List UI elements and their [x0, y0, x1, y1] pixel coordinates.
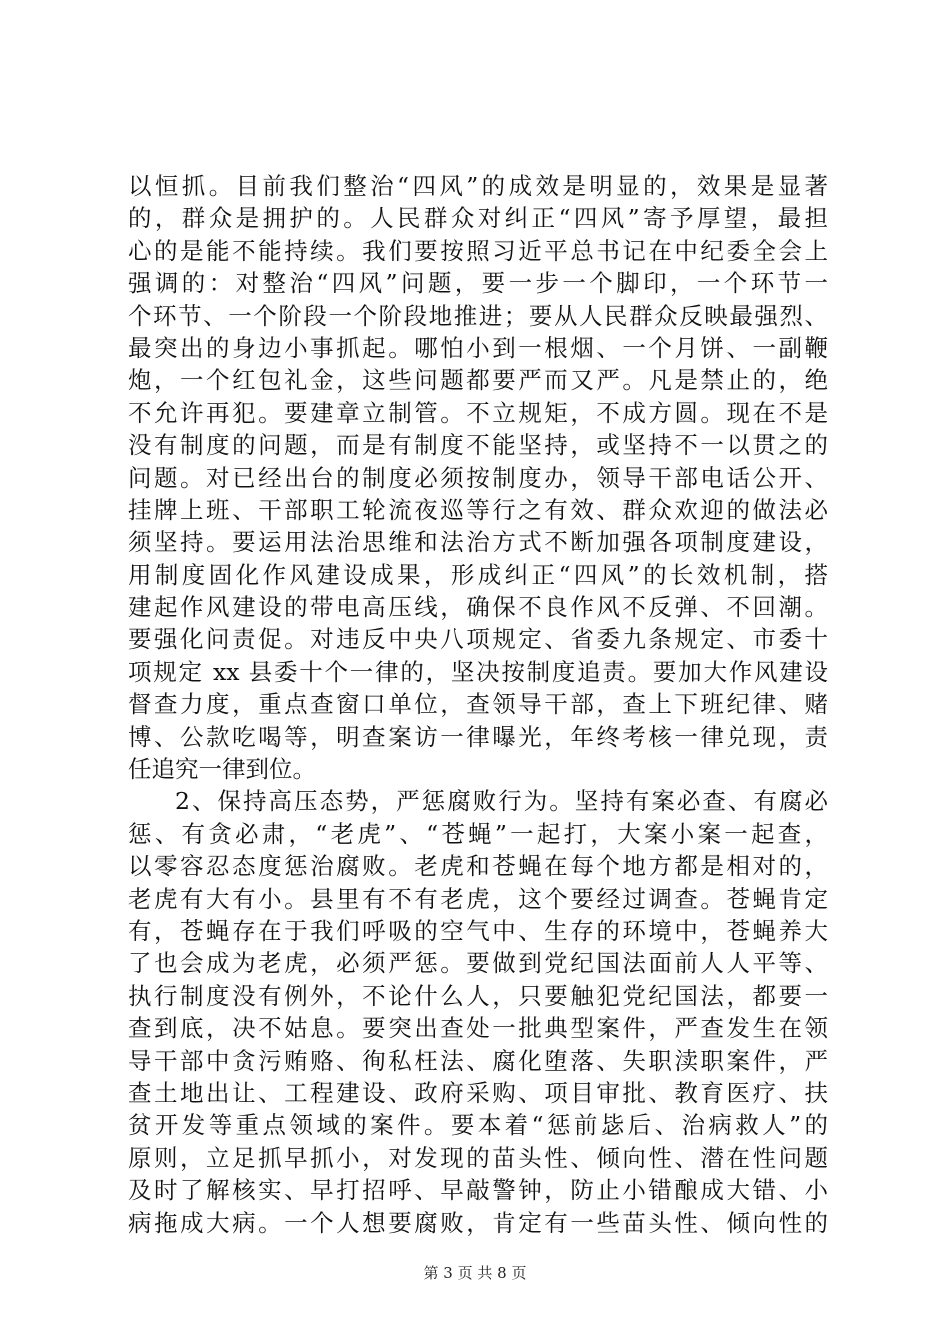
- text-line: 建起作风建设的带电高压线，确保不良作风不反弹、不回潮。: [128, 593, 828, 622]
- text-line: 不允许再犯。要建章立制管。不立规矩，不成方圆。现在不是: [128, 398, 828, 427]
- text-line: 督查力度，重点查窗口单位，查领导干部，查上下班纪律、赌: [128, 690, 828, 719]
- text-line: 贫开发等重点领域的案件。要本着“惩前毖后、治病救人”的: [128, 1111, 828, 1140]
- text-line: 有，苍蝇存在于我们呼吸的空气中、生存的环境中，苍蝇养大: [128, 916, 828, 945]
- paragraph: [128, 785, 828, 1238]
- text-line: 须坚持。要运用法治思维和法治方式不断加强各项制度建设，: [128, 528, 828, 557]
- page-footer: 第 3 页 共 8 页: [423, 1264, 527, 1282]
- text-line: 2、保持高压态势，严惩腐败行为。坚持有案必查、有腐必: [175, 787, 828, 816]
- text-line: 以零容忍态度惩治腐败。老虎和苍蝇在每个地方都是相对的，: [128, 852, 828, 881]
- text-line: 及时了解核实、早打招呼、早敲警钟，防止小错酿成大错、小: [128, 1176, 828, 1205]
- text-line: 用制度固化作风建设成果，形成纠正“四风”的长效机制，搭: [128, 560, 828, 589]
- text-line: 查到底，决不姑息。要突出查处一批典型案件，严查发生在领: [128, 1014, 828, 1043]
- text-line: 问题。对已经出台的制度必须按制度办，领导干部电话公开、: [128, 463, 828, 492]
- text-line: 原则，立足抓早抓小，对发现的苗头性、倾向性、潜在性问题: [128, 1143, 828, 1172]
- document-body: [128, 170, 828, 1239]
- text-line: 要强化问责促。对违反中央八项规定、省委九条规定、市委十: [128, 625, 828, 654]
- text-line: 查土地出让、工程建设、政府采购、项目审批、教育医疗、扶: [128, 1078, 828, 1107]
- text-line: 的，群众是拥护的。人民群众对纠正“四风”寄予厚望，最担: [128, 204, 828, 233]
- text-line: 导干部中贪污贿赂、徇私枉法、腐化堕落、失职渎职案件，严: [128, 1046, 828, 1075]
- text-line: 执行制度没有例外，不论什么人，只要触犯党纪国法，都要一: [128, 981, 828, 1010]
- text-line: 病拖成大病。一个人想要腐败，肯定有一些苗头性、倾向性的: [128, 1208, 828, 1237]
- text-line: 最突出的身边小事抓起。哪怕小到一根烟、一个月饼、一副鞭: [128, 333, 828, 362]
- text-line: 了也会成为老虎，必须严惩。要做到党纪国法面前人人平等、: [128, 949, 828, 978]
- text-line: 心的是能不能持续。我们要按照习近平总书记在中纪委全会上: [128, 236, 828, 265]
- text-line: 个环节、一个阶段一个阶段地推进；要从人民群众反映最强烈、: [128, 301, 828, 330]
- text-line: 项规定 xx 县委十个一律的，坚决按制度追责。要加大作风建设: [128, 657, 828, 686]
- text-line: 炮，一个红包礼金，这些问题都要严而又严。凡是禁止的，绝: [128, 366, 828, 395]
- text-line: 任追究一律到位。: [128, 755, 316, 784]
- text-line: 挂牌上班、干部职工轮流夜巡等行之有效、群众欢迎的做法必: [128, 495, 828, 524]
- text-line: 没有制度的问题，而是有制度不能坚持，或坚持不一以贯之的: [128, 431, 828, 460]
- paragraph: [128, 170, 828, 785]
- text-line: 老虎有大有小。县里有不有老虎，这个要经过调查。苍蝇肯定: [128, 884, 828, 913]
- text-line: 强调的：对整治“四风”问题，要一步一个脚印，一个环节一: [128, 269, 828, 298]
- text-line: 博、公款吃喝等，明查案访一律曝光，年终考核一律兑现，责: [128, 722, 828, 751]
- text-line: 以恒抓。目前我们整治“四风”的成效是明显的，效果是显著: [128, 172, 828, 200]
- text-line: 惩、有贪必肃，“老虎”、“苍蝇”一起打，大案小案一起查，: [128, 819, 828, 848]
